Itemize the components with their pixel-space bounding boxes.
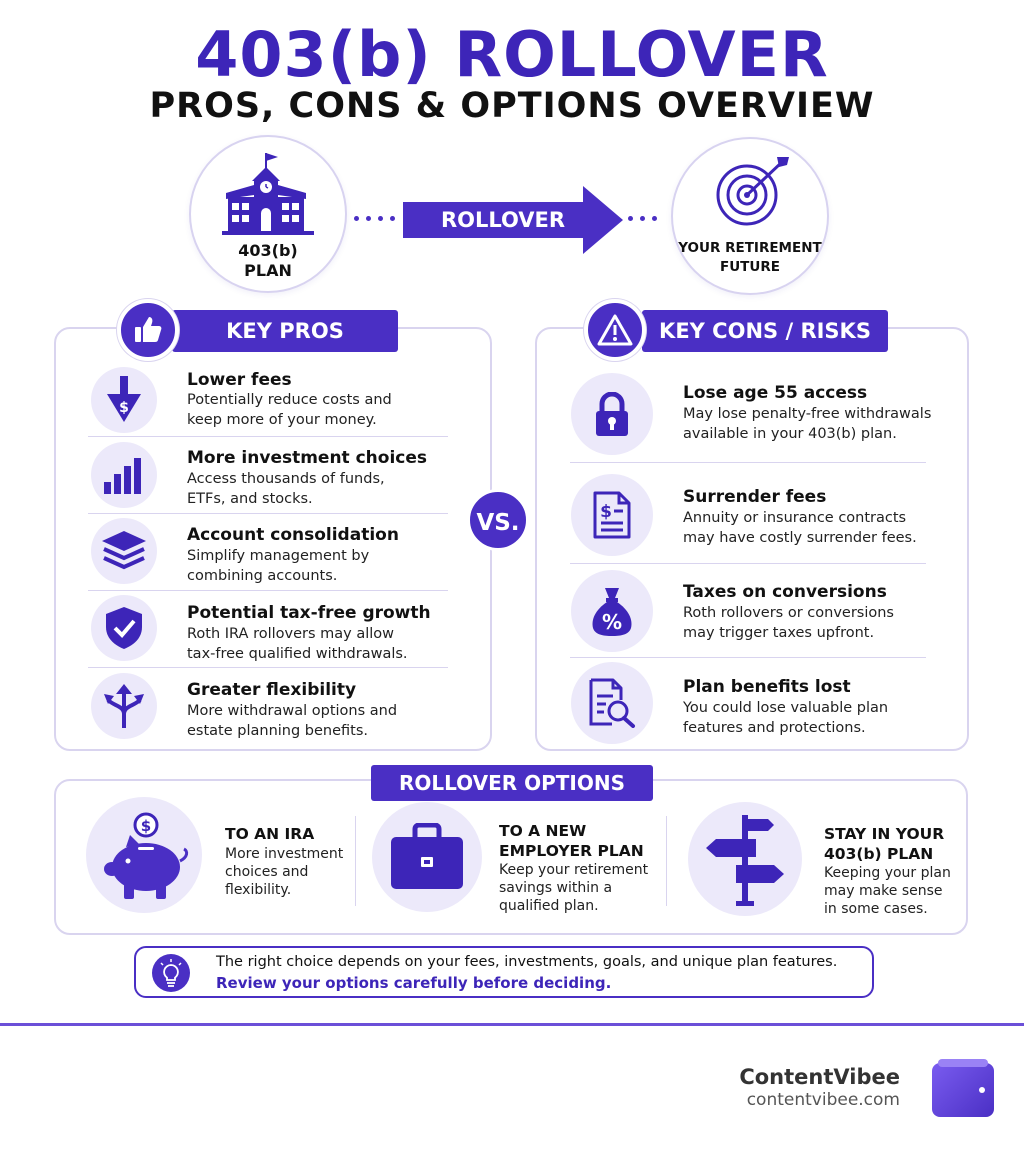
thumbs-up-icon xyxy=(132,314,164,346)
pro-icon-circle-1 xyxy=(91,367,157,433)
con-title-1: Lose age 55 access xyxy=(683,383,868,403)
pro-divider-2 xyxy=(88,513,448,514)
dots-connector-left xyxy=(354,216,395,221)
tip-line-1: The right choice depends on your fees, investments, goals, and unique plan features. xyxy=(216,954,838,970)
source-plan-circle xyxy=(189,135,347,293)
option-desc-3c: in some cases. xyxy=(824,901,928,917)
con-desc-4b: features and protections. xyxy=(683,720,866,736)
con-icon-circle-4 xyxy=(571,662,653,744)
source-plan-label-line2: PLAN xyxy=(244,261,292,280)
pro-divider-1 xyxy=(88,436,448,437)
option-title-3a: STAY IN YOUR xyxy=(824,825,945,843)
con-icon-circle-3 xyxy=(571,570,653,652)
option-desc-1c: flexibility. xyxy=(225,882,292,898)
pro-desc-3a: Simplify management by xyxy=(187,548,370,564)
option-divider-1 xyxy=(355,816,356,906)
percent-money-bag-icon xyxy=(591,586,633,636)
con-divider-2 xyxy=(570,563,926,564)
option-title-3b: 403(b) PLAN xyxy=(824,845,934,863)
pro-title-2: More investment choices xyxy=(187,448,428,468)
pro-icon-circle-3 xyxy=(91,518,157,584)
pro-icon-circle-5 xyxy=(91,673,157,739)
option-divider-2 xyxy=(666,816,667,906)
option-desc-1a: More investment xyxy=(225,846,344,862)
retirement-future-circle xyxy=(671,137,829,295)
con-desc-4a: You could lose valuable plan xyxy=(683,700,889,716)
con-desc-2b: may have costly surrender fees. xyxy=(683,530,917,546)
pro-desc-4a: Roth IRA rollovers may allow xyxy=(187,626,395,642)
pro-desc-2b: ETFs, and stocks. xyxy=(187,491,313,507)
cons-heading: KEY CONS / RISKS xyxy=(642,310,888,352)
svg-text:$: $ xyxy=(119,400,129,416)
pro-desc-5a: More withdrawal options and xyxy=(187,703,398,719)
con-divider-3 xyxy=(570,657,926,658)
con-desc-1a: May lose penalty-free withdrawals xyxy=(683,406,932,422)
con-desc-3b: may trigger taxes upfront. xyxy=(683,625,875,641)
pro-desc-1b: keep more of your money. xyxy=(187,412,377,428)
option-title-1: TO AN IRA xyxy=(225,825,315,843)
option-title-2a: TO A NEW xyxy=(499,822,587,840)
option-icon-circle-3 xyxy=(688,802,802,916)
page-subtitle: PROS, CONS & OPTIONS OVERVIEW xyxy=(149,86,875,126)
warning-triangle-icon xyxy=(597,314,633,346)
cons-badge xyxy=(584,299,646,361)
option-desc-3b: may make sense xyxy=(824,883,943,899)
target-arrow-icon xyxy=(713,157,793,229)
dots-connector-right xyxy=(628,216,657,221)
pro-desc-1a: Potentially reduce costs and xyxy=(187,392,392,408)
tip-box xyxy=(134,946,874,998)
brand-logo xyxy=(932,1063,994,1117)
brand-name: ContentVibee xyxy=(739,1065,900,1089)
con-title-4: Plan benefits lost xyxy=(683,677,851,697)
con-desc-3a: Roth rollovers or conversions xyxy=(683,605,894,621)
pro-desc-3b: combining accounts. xyxy=(187,568,338,584)
pro-desc-4b: tax-free qualified withdrawals. xyxy=(187,646,408,662)
source-plan-label-line1: 403(b) xyxy=(238,241,298,260)
bar-chart-icon xyxy=(103,456,145,494)
option-desc-2b: savings within a xyxy=(499,880,613,896)
briefcase-icon xyxy=(389,823,465,891)
pro-title-3: Account consolidation xyxy=(187,525,399,545)
con-divider-1 xyxy=(570,462,926,463)
piggy-bank-icon xyxy=(96,807,192,903)
pro-title-1: Lower fees xyxy=(187,370,292,390)
option-desc-3a: Keeping your plan xyxy=(824,865,951,881)
con-title-3: Taxes on conversions xyxy=(683,582,887,602)
option-icon-circle-2 xyxy=(372,802,482,912)
page-title: 403(b) ROLLOVER xyxy=(195,18,829,91)
rollover-arrow-label: ROLLOVER xyxy=(440,208,566,232)
pro-divider-3 xyxy=(88,590,448,591)
con-icon-circle-1 xyxy=(571,373,653,455)
pro-divider-4 xyxy=(88,667,448,668)
stacked-layers-icon xyxy=(102,531,146,571)
option-icon-circle-1 xyxy=(86,797,202,913)
pro-desc-2a: Access thousands of funds, xyxy=(187,471,385,487)
future-label-line1: YOUR RETIREMENT xyxy=(678,240,822,256)
pros-heading: KEY PROS xyxy=(172,310,398,352)
pro-icon-circle-4 xyxy=(91,595,157,661)
option-desc-2c: qualified plan. xyxy=(499,898,599,914)
option-desc-1b: choices and xyxy=(225,864,309,880)
footer-rule xyxy=(0,1023,1024,1026)
con-desc-2a: Annuity or insurance contracts xyxy=(683,510,907,526)
document-magnifier-icon xyxy=(588,678,636,728)
svg-text:$: $ xyxy=(600,502,612,522)
shield-check-icon xyxy=(106,607,142,649)
signpost-icon xyxy=(702,811,788,907)
pro-desc-5b: estate planning benefits. xyxy=(187,723,369,739)
con-title-2: Surrender fees xyxy=(683,487,827,507)
pro-title-4: Potential tax-free growth xyxy=(187,603,431,623)
tip-line-2: Review your options carefully before deciding. xyxy=(216,974,612,992)
con-desc-1b: available in your 403(b) plan. xyxy=(683,426,897,442)
lightbulb-icon xyxy=(158,959,184,987)
brand-url: contentvibee.com xyxy=(746,1090,900,1110)
dollar-document-icon xyxy=(592,491,632,539)
svg-text:%: % xyxy=(601,610,623,634)
school-building-icon xyxy=(218,151,318,235)
padlock-icon xyxy=(594,392,630,436)
options-heading: ROLLOVER OPTIONS xyxy=(371,765,653,801)
pro-icon-circle-2 xyxy=(91,442,157,508)
pros-badge xyxy=(117,299,179,361)
vs-badge: VS. xyxy=(467,489,529,551)
option-desc-2a: Keep your retirement xyxy=(499,862,649,878)
option-title-2b: EMPLOYER PLAN xyxy=(499,842,644,860)
dollar-down-arrow-icon xyxy=(107,376,141,424)
tip-icon-circle xyxy=(152,954,190,992)
future-label-line2: FUTURE xyxy=(720,259,780,275)
split-arrows-icon xyxy=(102,684,146,728)
svg-text:$: $ xyxy=(140,817,152,835)
con-icon-circle-2 xyxy=(571,474,653,556)
pro-title-5: Greater flexibility xyxy=(187,680,357,700)
